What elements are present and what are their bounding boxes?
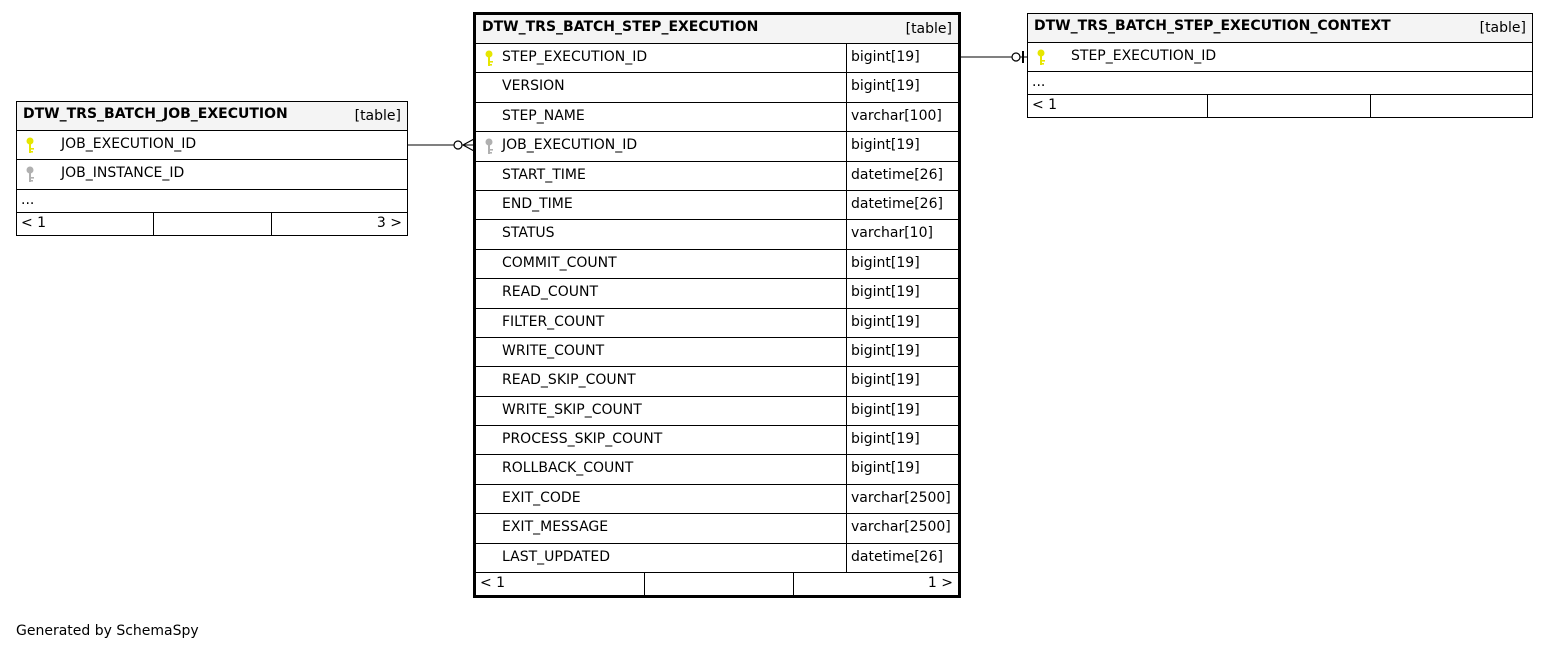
column-name: LAST_UPDATED [502,548,611,565]
column-list [476,44,958,573]
table-name[interactable]: DTW_TRS_BATCH_STEP_EXECUTION [482,19,759,35]
column-row[interactable] [476,162,958,191]
more-columns: ... [1028,72,1532,95]
parent-count[interactable]: < 1 [21,214,47,231]
table-footer [1028,95,1532,117]
column-type: bigint[19] [846,279,958,307]
child-count[interactable]: 3 > [376,214,402,231]
column-list [1028,43,1532,72]
column-name: STEP_EXECUTION_ID [1071,48,1217,64]
column-row[interactable] [17,160,407,189]
column-row[interactable] [476,544,958,573]
zero-marker [454,141,462,149]
column-row[interactable] [476,73,958,102]
column-name: JOB_INSTANCE_ID [61,165,185,182]
column-row[interactable] [476,132,958,161]
primary-key-icon [1036,49,1048,67]
column-row[interactable] [1028,43,1532,72]
column-type: bigint[19] [846,250,958,278]
column-row[interactable] [476,220,958,249]
table-footer [476,573,958,595]
column-type: datetime[26] [846,544,958,572]
column-row[interactable] [476,338,958,367]
column-type: bigint[19] [846,397,958,425]
column-name: PROCESS_SKIP_COUNT [502,431,663,448]
column-name: STATUS [502,225,555,242]
table-header [17,102,407,131]
column-row[interactable] [476,426,958,455]
column-name: EXIT_MESSAGE [502,519,609,536]
table-job-execution[interactable] [16,101,408,236]
zero-marker [1012,53,1020,61]
table-name[interactable]: DTW_TRS_BATCH_STEP_EXECUTION_CONTEXT [1034,18,1391,34]
column-type: bigint[19] [846,309,958,337]
column-name: JOB_EXECUTION_ID [61,136,197,152]
column-row[interactable] [476,250,958,279]
table-header [1028,14,1532,43]
child-count[interactable]: 1 > [927,575,953,592]
column-type: bigint[19] [846,73,958,101]
column-name: READ_SKIP_COUNT [502,372,636,389]
column-row[interactable] [476,44,958,73]
column-name: STEP_NAME [502,107,585,124]
table-name[interactable]: DTW_TRS_BATCH_JOB_EXECUTION [23,106,288,122]
primary-key-icon [25,137,37,155]
column-row[interactable] [476,191,958,220]
table-kind: [table] [1479,20,1526,36]
table-kind: [table] [354,108,401,124]
primary-key-icon [484,50,496,68]
table-kind: [table] [905,21,952,37]
column-name: END_TIME [502,195,573,212]
column-name: WRITE_COUNT [502,342,605,359]
column-list [17,131,407,190]
column-row[interactable] [476,103,958,132]
column-type: varchar[2500] [846,514,958,542]
foreign-key-icon [484,138,496,156]
column-row[interactable] [476,397,958,426]
column-type: varchar[10] [846,220,958,248]
column-name: ROLLBACK_COUNT [502,460,634,477]
parent-count[interactable]: < 1 [1032,97,1058,114]
table-header [476,15,958,44]
column-name: READ_COUNT [502,284,598,301]
column-row[interactable] [476,455,958,484]
generated-by-credit: Generated by SchemaSpy [16,623,199,639]
column-name: EXIT_CODE [502,489,581,506]
column-type: bigint[19] [846,44,958,72]
column-type: bigint[19] [846,426,958,454]
table-step-execution[interactable] [473,12,961,598]
column-name: VERSION [502,78,565,95]
foreign-key-icon [25,166,37,184]
column-type: bigint[19] [846,455,958,483]
column-row[interactable] [17,131,407,160]
column-type: varchar[100] [846,103,958,131]
column-type: bigint[19] [846,338,958,366]
column-type: datetime[26] [846,191,958,219]
column-row[interactable] [476,485,958,514]
column-name: COMMIT_COUNT [502,254,617,271]
column-row[interactable] [476,514,958,543]
table-footer [17,213,407,235]
column-name: FILTER_COUNT [502,313,605,330]
more-columns: ... [17,190,407,213]
column-name: JOB_EXECUTION_ID [502,137,638,154]
column-name: WRITE_SKIP_COUNT [502,401,642,418]
column-type: varchar[2500] [846,485,958,513]
column-type: datetime[26] [846,162,958,190]
column-row[interactable] [476,367,958,396]
column-name: START_TIME [502,166,586,183]
parent-count[interactable]: < 1 [480,575,506,592]
column-type: bigint[19] [846,367,958,395]
column-type: bigint[19] [846,132,958,160]
table-step-execution-context[interactable] [1027,13,1533,118]
column-name: STEP_EXECUTION_ID [502,49,648,65]
column-row[interactable] [476,279,958,308]
column-row[interactable] [476,309,958,338]
